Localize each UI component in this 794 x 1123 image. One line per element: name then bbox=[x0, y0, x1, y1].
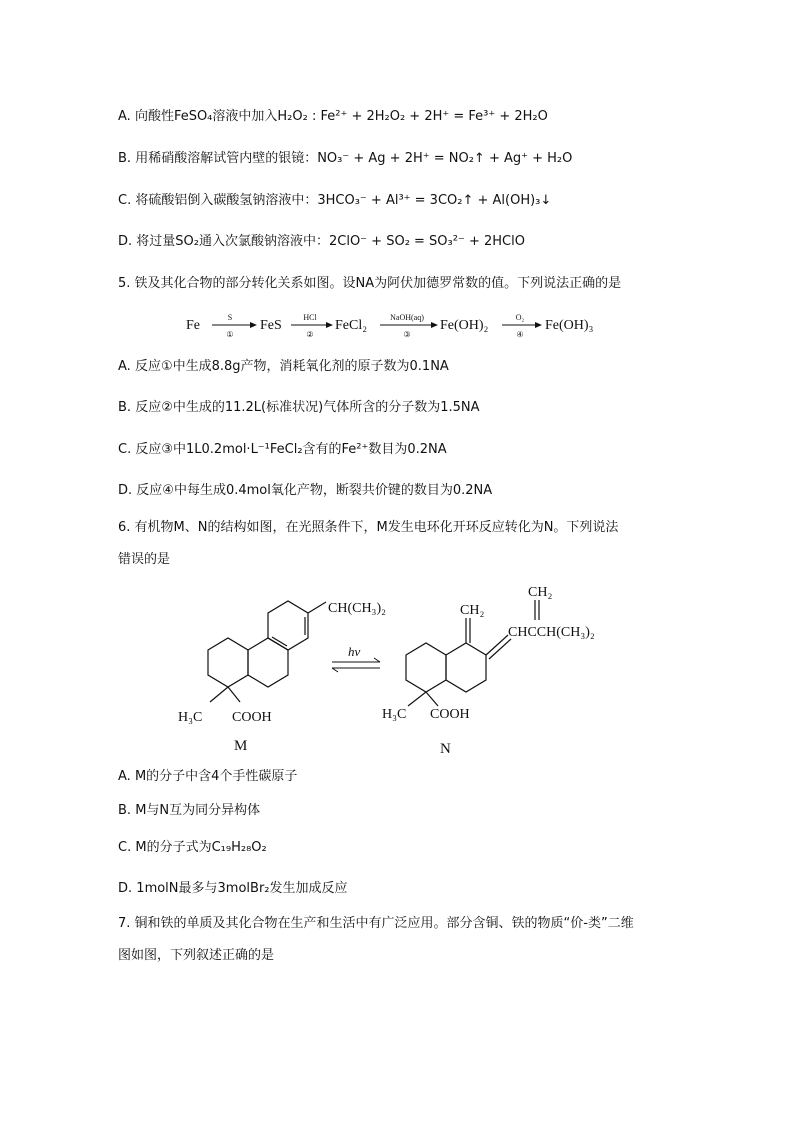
species-fe: Fe bbox=[186, 318, 200, 333]
q6-option-c: C. M的分子式为C₁₉H₂₈O₂ bbox=[118, 840, 267, 855]
arrow-3-head bbox=[431, 322, 438, 328]
reagent-o2: O₂ bbox=[515, 313, 525, 322]
arrow-1-head bbox=[250, 322, 257, 328]
step-4: ④ bbox=[516, 330, 524, 339]
q4-option-a: A. 向酸性FeSO₄溶液中加入H₂O₂ : Fe²⁺ + 2H₂O₂ + 2H⁺ = Fe³⁺ + 2H₂O bbox=[118, 109, 548, 124]
equilibrium-arrow bbox=[332, 658, 380, 672]
structure-figure bbox=[170, 580, 640, 760]
m-ring-b bbox=[248, 638, 288, 687]
n-chain-label: CHCCH(CH₃)₂ bbox=[508, 625, 595, 640]
reagent-naoh: NaOH(aq) bbox=[390, 313, 424, 322]
n-label: N bbox=[440, 741, 451, 757]
n-ring-a bbox=[406, 643, 446, 692]
m-isopropyl-bond bbox=[308, 602, 326, 613]
m-cooh-label: COOH bbox=[232, 710, 272, 725]
q5-option-a: A. 反应①中生成8.8g产物，消耗氧化剂的原子数为0.1NA bbox=[118, 359, 449, 374]
q7-stem-line1: 7. 铜和铁的单质及其化合物在生产和生活中有广泛应用。部分含铜、铁的物质“价-类”二维 bbox=[118, 916, 634, 931]
reagent-hcl: HCl bbox=[303, 313, 317, 322]
q5-option-b: B. 反应②中生成的11.2L(标准状况)气体所含的分子数为1.5NA bbox=[118, 400, 480, 415]
q5-stem: 5. 铁及其化合物的部分转化关系如图。设NA为阿伏加德罗常数的值。下列说法正确的是 bbox=[118, 276, 622, 291]
hv-label: hν bbox=[348, 644, 361, 659]
n-cooh-label: COOH bbox=[430, 707, 470, 722]
n-top-methylene-label: CH₂ bbox=[528, 585, 553, 600]
arrow-4-head bbox=[535, 322, 542, 328]
reagent-s: S bbox=[227, 313, 233, 322]
step-1: ① bbox=[226, 330, 234, 339]
q4-option-d: D. 将过量SO₂通入次氯酸钠溶液中：2ClO⁻ + SO₂ = SO₃²⁻ + 2HClO bbox=[118, 234, 525, 249]
molecule-m bbox=[208, 601, 326, 702]
m-ring-a bbox=[208, 638, 248, 687]
q6-option-b: B. M与N互为同分异构体 bbox=[118, 803, 261, 818]
m-isopropyl-label: CH(CH₃)₂ bbox=[328, 601, 386, 616]
q5-option-c: C. 反应③中1L0.2mol·L⁻¹FeCl₂含有的Fe²⁺数目为0.2NA bbox=[118, 442, 447, 457]
m-methyl-bond bbox=[210, 687, 228, 702]
q4-option-b: B. 用稀硝酸溶解试管内壁的银镜：NO₃⁻ + Ag + 2H⁺ = NO₂↑ + Ag⁺ + H₂O bbox=[118, 151, 573, 166]
m-cooh-bond bbox=[228, 687, 240, 702]
species-feoh2: Fe(OH)₂ bbox=[440, 318, 489, 333]
arrow-2-head bbox=[326, 322, 333, 328]
n-ring-b bbox=[446, 643, 486, 692]
species-fecl2: FeCl₂ bbox=[335, 318, 368, 333]
species-feoh3: Fe(OH)₃ bbox=[545, 318, 594, 333]
step-2: ② bbox=[306, 330, 314, 339]
n-cooh-bond bbox=[426, 692, 438, 706]
n-methylene-label: CH₂ bbox=[460, 603, 485, 618]
n-methyl-bond bbox=[408, 692, 426, 706]
m-label: M bbox=[234, 738, 248, 754]
m-ring-c bbox=[268, 601, 308, 650]
q5-option-d: D. 反应④中每生成0.4mol氧化产物，断裂共价键的数目为0.2NA bbox=[118, 483, 493, 498]
q6-stem-line1: 6. 有机物M、N的结构如图，在光照条件下，M发生电环化开环反应转化为N。下列说法 bbox=[118, 520, 619, 535]
species-fes: FeS bbox=[260, 318, 282, 333]
iron-conversion-scheme bbox=[180, 307, 630, 343]
q4-option-c: C. 将硫酸铝倒入碳酸氢钠溶液中：3HCO₃⁻ + Al³⁺ = 3CO₂↑ + Al(OH)₃↓ bbox=[118, 193, 552, 208]
n-methyl-label: H₃C bbox=[382, 707, 407, 722]
q6-option-d: D. 1molN最多与3molBr₂发生加成反应 bbox=[118, 881, 348, 896]
q7-stem-line2: 图如图，下列叙述正确的是 bbox=[118, 948, 275, 963]
step-3: ③ bbox=[403, 330, 411, 339]
q6-stem-line2: 错误的是 bbox=[118, 552, 171, 567]
q6-option-a: A. M的分子中含4个手性碳原子 bbox=[118, 769, 298, 784]
m-methyl-label: H₃C bbox=[178, 710, 203, 725]
